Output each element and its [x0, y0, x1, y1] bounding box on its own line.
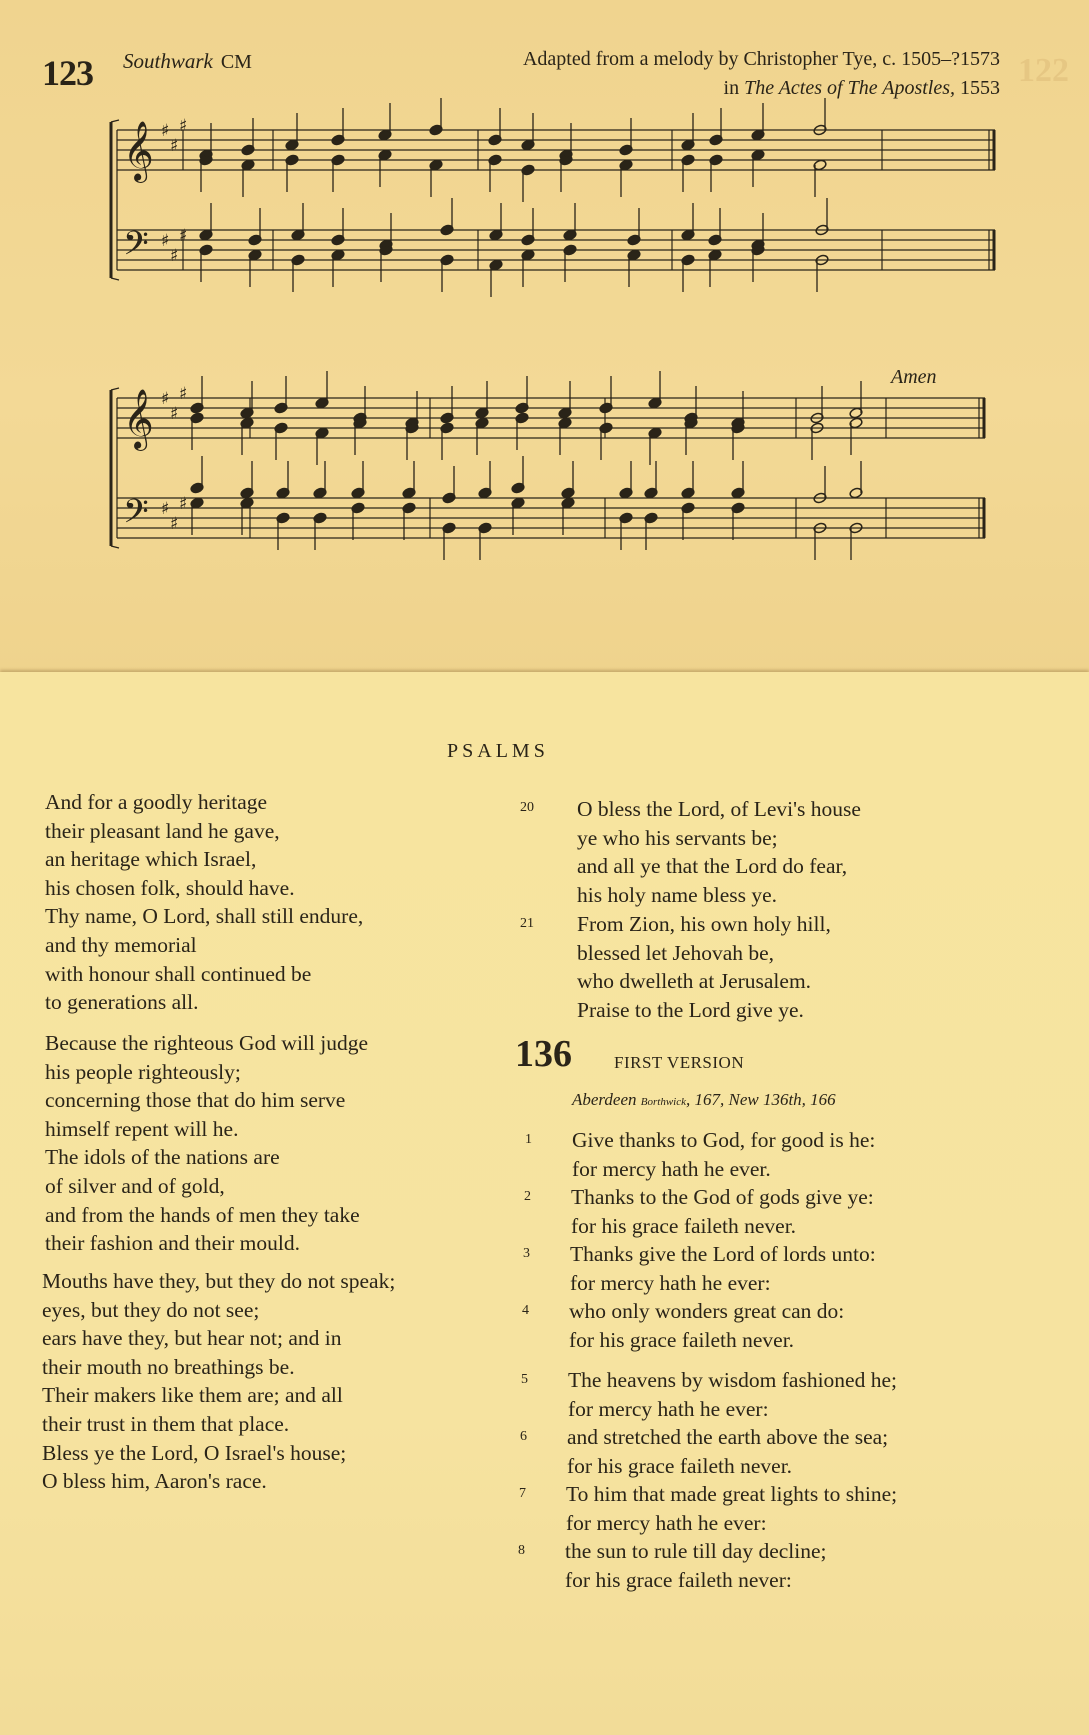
- key-sharp: ♯: [170, 246, 179, 266]
- verse-7: [566, 1480, 897, 1537]
- suggested-tunes: Aberdeen Borthwick, 167, New 136th, 166: [572, 1090, 836, 1109]
- stanza-line: O bless the Lord, of Levi's house: [577, 797, 861, 821]
- stanza-line: his people righteously;: [45, 1059, 241, 1084]
- bracket-cap: [111, 546, 119, 548]
- stanza-line: The idols of the nations are: [45, 1145, 280, 1170]
- verse-number: 1: [525, 1132, 532, 1147]
- stanza-line: their pleasant land he gave,: [45, 818, 280, 843]
- stanza-line: From Zion, his own holy hill,: [577, 912, 831, 936]
- stanza-line: who only wonders great can do:: [569, 1299, 845, 1323]
- stanza-line: their trust in them that place.: [42, 1411, 290, 1436]
- verse-number: 6: [520, 1429, 527, 1444]
- key-sharp: ♯: [170, 404, 179, 424]
- verse-number: 7: [519, 1486, 526, 1501]
- stanza-line: Their makers like them are; and all: [42, 1383, 343, 1408]
- stanza-line: himself repent will he.: [45, 1116, 239, 1141]
- stanza-line: Thy name, O Lord, shall still endure,: [45, 904, 364, 929]
- stanza-line: who dwelleth at Jerusalem.: [577, 969, 812, 994]
- key-sharp: ♯: [179, 494, 188, 514]
- stanza-line: his holy name bless ye.: [577, 882, 778, 907]
- stanza-line: concerning those that do him serve: [45, 1088, 346, 1113]
- stanza-line: for his grace faileth never.: [569, 1327, 795, 1352]
- verse-21: [577, 910, 831, 1024]
- verse-number: 3: [523, 1246, 530, 1261]
- verse-number: 5: [521, 1372, 528, 1387]
- stanza-line: and from the hands of men they take: [45, 1202, 360, 1227]
- verse-8: [565, 1537, 827, 1594]
- stanza-line: eyes, but they do not see;: [42, 1297, 260, 1322]
- hymn-number: 123: [42, 53, 93, 93]
- verse-3: [570, 1240, 876, 1297]
- verse-2: [571, 1183, 874, 1240]
- stanza-line: with honour shall continued be: [45, 961, 312, 986]
- bracket-cap: [111, 278, 119, 280]
- stanza-line: Because the righteous God will judge: [45, 1031, 369, 1055]
- stanza-line: for his grace faileth never.: [571, 1213, 797, 1238]
- stanza-line: Bless ye the Lord, O Israel's house;: [42, 1440, 347, 1465]
- stanza-block-3: [42, 1267, 395, 1496]
- verse-number: 4: [522, 1303, 529, 1318]
- stanza-line: To him that made great lights to shine;: [566, 1482, 898, 1506]
- verse-number: 21: [520, 916, 534, 931]
- key-sharp: ♯: [161, 389, 170, 409]
- treble-clef: 𝄞: [123, 121, 154, 181]
- stanza-line: The heavens by wisdom fashioned he;: [568, 1368, 897, 1392]
- key-sharp: ♯: [170, 514, 179, 534]
- key-sharp: ♯: [179, 384, 188, 404]
- key-sharp: ♯: [161, 499, 170, 519]
- stanza-line: and thy memorial: [45, 932, 197, 957]
- verse-number: 20: [520, 800, 534, 815]
- stanza-line: ye who his servants be;: [577, 825, 778, 850]
- composer-credit-line1: Adapted from a melody by Christopher Tye, c. 1505–?1573: [522, 48, 1000, 70]
- amen-label: Amen: [891, 366, 937, 388]
- stanza-line: ears have they, but hear not; and in: [42, 1326, 342, 1351]
- stanza-line: for mercy hath he ever.: [572, 1156, 771, 1181]
- key-sharp: ♯: [179, 116, 188, 136]
- stanza-line: their fashion and their mould.: [45, 1231, 300, 1256]
- facing-page-number: 122: [1018, 52, 1069, 89]
- treble-clef: 𝄞: [123, 389, 154, 449]
- stanza-line: for his grace faileth never.: [567, 1453, 793, 1478]
- tune-name: Southwark: [123, 49, 213, 73]
- verse-1: [572, 1126, 875, 1183]
- psalm-number: 136: [515, 1033, 572, 1075]
- stanza-block-2: [45, 1029, 368, 1258]
- verse-20: [577, 795, 861, 909]
- stanza-line: blessed let Jehovah be,: [577, 940, 775, 965]
- key-sharp: ♯: [170, 136, 179, 156]
- stanza-line: Mouths have they, but they do not speak;: [42, 1269, 396, 1293]
- tune-meter: CM: [220, 51, 252, 73]
- stanza-line: an heritage which Israel,: [45, 847, 257, 872]
- stanza-line: for mercy hath he ever:: [568, 1396, 769, 1421]
- stanza-line: for mercy hath he ever:: [570, 1270, 771, 1295]
- bracket-cap: [111, 388, 119, 390]
- section-heading: PSALMS: [447, 740, 549, 762]
- verse-5: [568, 1366, 897, 1423]
- verse-6: [567, 1423, 888, 1480]
- stanza-line: Thanks to the God of gods give ye:: [571, 1185, 874, 1209]
- stanza-line: O bless him, Aaron's race.: [42, 1469, 267, 1494]
- stanza-line: their mouth no breathings be.: [42, 1354, 295, 1379]
- composer-credit-line2: in The Actes of The Apostles, 1553: [723, 77, 1000, 99]
- stanza-line: And for a goodly heritage: [45, 790, 268, 814]
- verse-number: 2: [524, 1189, 531, 1204]
- key-sharp: ♯: [161, 121, 170, 141]
- stanza-line: for his grace faileth never:: [565, 1567, 792, 1592]
- verse-number: 8: [518, 1543, 525, 1558]
- stanza-line: for mercy hath he ever:: [566, 1510, 767, 1535]
- verse-4: [569, 1297, 844, 1354]
- stanza-line: of silver and of gold,: [45, 1173, 225, 1198]
- stanza-block-1: [45, 788, 363, 1017]
- stanza-line: Thanks give the Lord of lords unto:: [570, 1242, 876, 1266]
- stanza-line: to generations all.: [45, 990, 199, 1015]
- stanza-line: Give thanks to God, for good is he:: [572, 1128, 876, 1152]
- psalm-version: FIRST VERSION: [614, 1053, 745, 1072]
- stanza-line: Praise to the Lord give ye.: [577, 997, 804, 1022]
- bass-clef: 𝄢: [123, 225, 149, 271]
- stanza-line: and stretched the earth above the sea;: [567, 1425, 889, 1449]
- bass-clef: 𝄢: [123, 493, 149, 539]
- bracket-cap: [111, 120, 119, 122]
- stanza-line: the sun to rule till day decline;: [565, 1539, 827, 1563]
- source-title: The Actes of The Apostles,: [744, 77, 955, 99]
- key-sharp: ♯: [161, 231, 170, 251]
- stanza-line: and all ye that the Lord do fear,: [577, 854, 848, 879]
- stanza-line: his chosen folk, should have.: [45, 875, 295, 900]
- music-score: [0, 0, 1089, 672]
- key-sharp: ♯: [179, 226, 188, 246]
